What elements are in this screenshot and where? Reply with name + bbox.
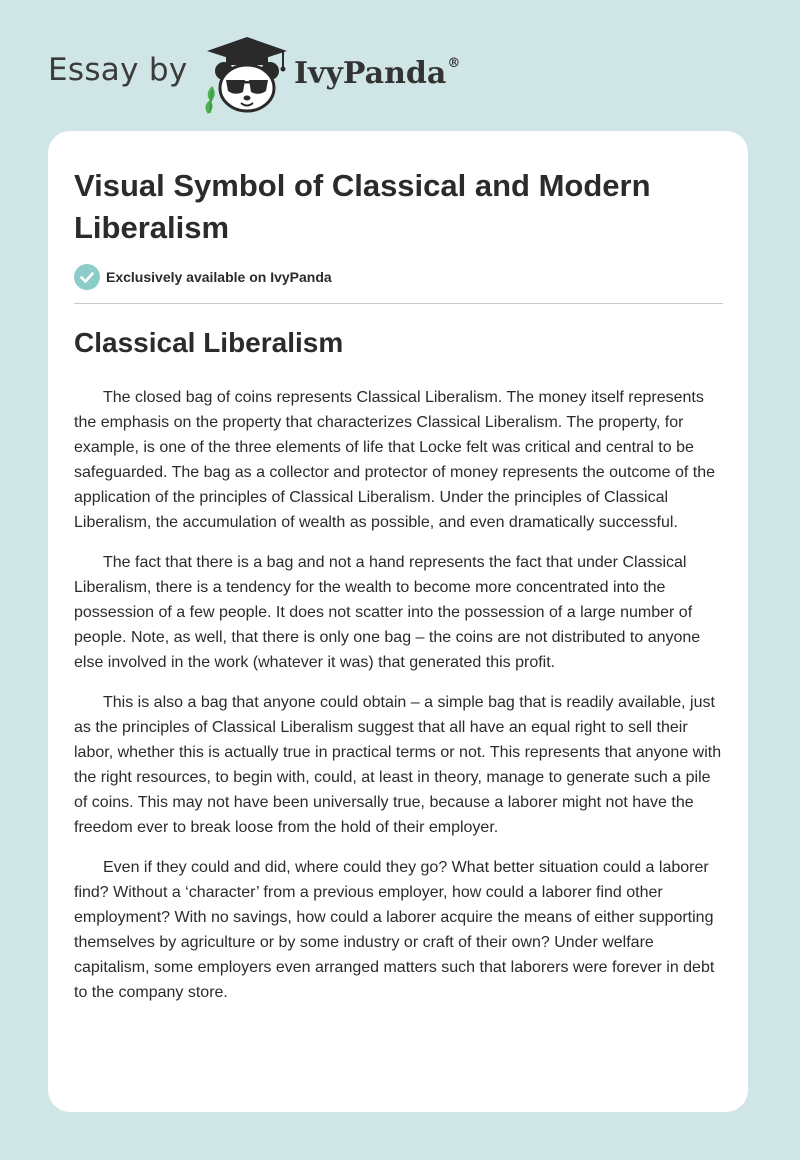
body-paragraph: The fact that there is a bag and not a hand represents the fact that under Classical Liberalism, there is a tendency for the wealth to become more concentrated into the possession of a few people. It does not scatter into the possession of a large number of people. Note, as well, that there is only one bag – the coins are not distributed to anyone else involved in the work (whatever it was) that generated this profit. — [74, 554, 701, 671]
essay-body — [74, 385, 726, 1020]
exclusive-badge-text: Exclusively available on IvyPanda — [106, 269, 332, 285]
essay-title: Visual Symbol of Classical and Modern Liberalism — [74, 168, 651, 245]
essay-by-label: Essay by — [48, 52, 188, 88]
panda-graduate-logo-icon[interactable] — [200, 34, 295, 114]
body-paragraph: Even if they could and did, where could they go? What better situation could a laborer find? Without a ‘character’ from a previous employer, how could a laborer find other employment? With no savings, how could a laborer acquire the means of either supporting themselves by agriculture or by some industry or craft of their own? Under welfare capitalism, some employers even arranged matters such that laborers were forever in debt to the company store. — [74, 859, 715, 1001]
section-heading: Classical Liberalism — [74, 327, 344, 358]
check-circle-icon — [74, 264, 100, 290]
ivypanda-brand-name[interactable]: IvyPanda® — [294, 56, 461, 91]
body-paragraph: This is also a bag that anyone could obtain – a simple bag that is readily available, just as the principles of Classical Liberalism suggest that all have an equal right to sell their labor, whether this is actually true in practical terms or not. This represents that anyone with the right resources, to begin with, could, at least in theory, manage to generate such a pile of coins. This may not have been universally true, because a laborer might not have the freedom ever to break loose from the hold of their employer. — [74, 694, 722, 836]
essay-card — [48, 131, 748, 1112]
body-paragraph: The closed bag of coins represents Classical Liberalism. The money itself represents the emphasis on the property that characterizes Classical Liberalism. The property, for example, is one of the three elements of life that Locke felt was critical and central to be safeguarded. The bag as a collector and protector of money represents the outcome of the application of the principles of Classical Liberalism. Under the principles of Classical Liberalism, the accumulation of wealth as possible, and even dramatically successful. — [74, 389, 715, 531]
site-header — [0, 0, 800, 130]
title-divider — [74, 303, 723, 304]
exclusive-badge — [74, 264, 332, 290]
